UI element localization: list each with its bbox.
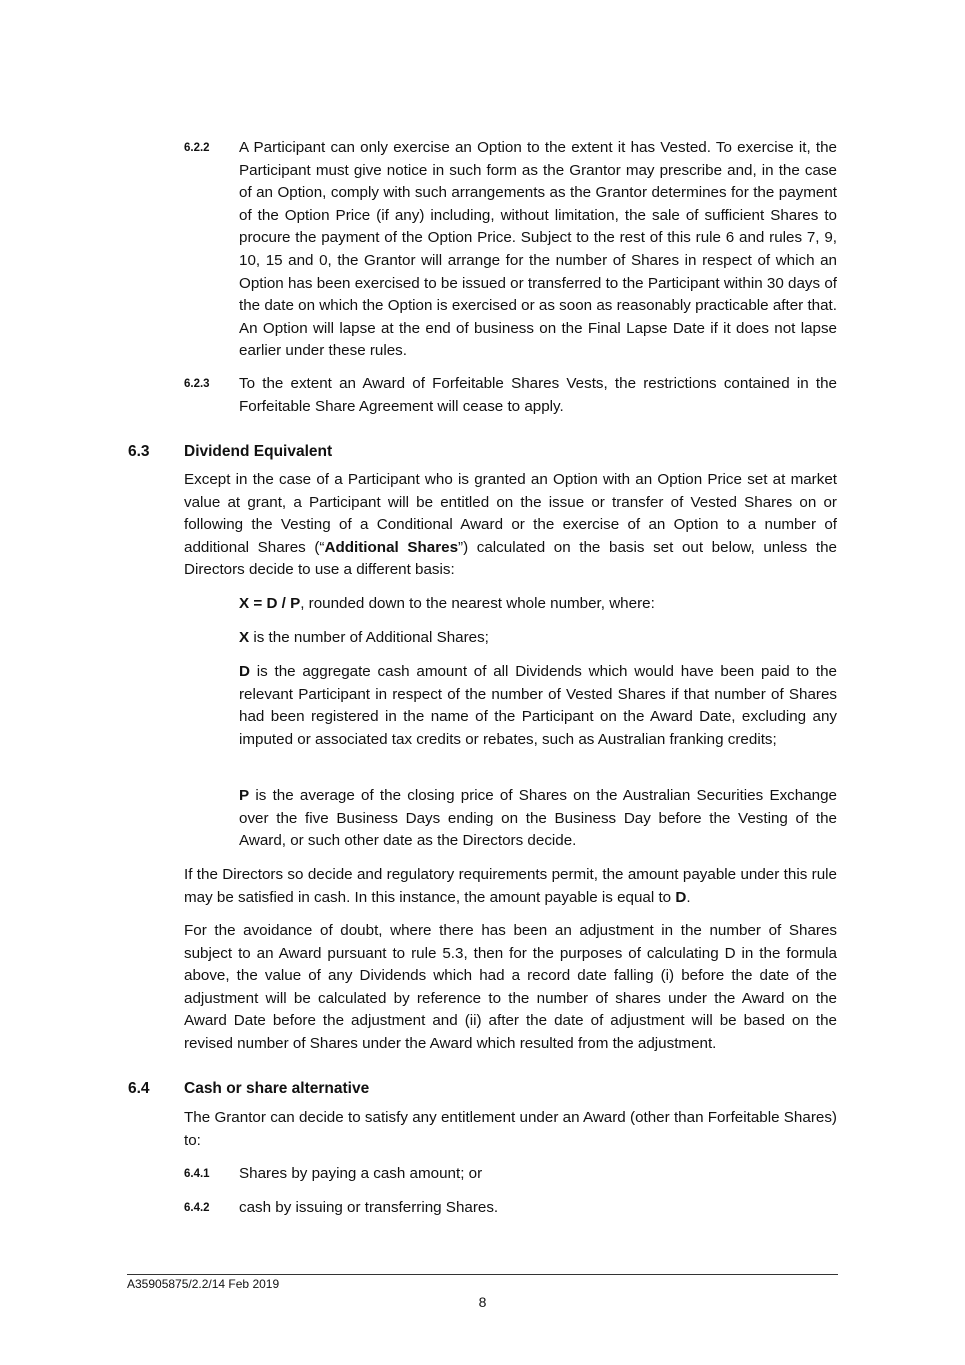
- cash-settlement-after: .: [686, 888, 691, 906]
- clause-text-6-4-1: Shares by paying a cash amount; or: [239, 1165, 483, 1182]
- dividend-intro-before: Except in the case of a Participant who is granted an Option with an Option Price set at market value at grant, a Participant will be entitled on the issue or transfer of Vested Shares on or following the Vesting of a Conditional Award or the exercise of an Option to a number of additional Shares (“: [184, 471, 837, 556]
- clause-number-6-2-3: 6.2.3: [184, 378, 210, 390]
- clause-text-6-2-2: A Participant can only exercise an Option to the extent it has Vested. To exercise it, the Participant must give notice in such form as the Grantor may prescribe and, in the case of an Option, comply with such arrangements as the Grantor determines for the payment of the Option Price (if any) including, without limitation, the sale of sufficient Shares to procure the payment of the Option Price. Subject to the rest of this rule 6 and rules 7, 9, 10, 15 and 0, the Grantor will arrange for the number of Shares in respect of which an Option has been exercised to be issued or transferred to the Participant within 30 days of the date on which the Option is exercised or as soon as reasonably practicable after that. An Option will lapse at the end of business on the Final Lapse Date if it does not lapse earlier under these rules.: [239, 139, 837, 360]
- document-reference: A35905875/2.2/14 Feb 2019: [127, 1277, 280, 1291]
- section-title-6-4: Cash or share alternative: [184, 1080, 370, 1097]
- dividend-intro: [184, 469, 837, 582]
- clause-number-6-4-1: 6.4.1: [184, 1168, 210, 1180]
- clause-number-6-2-2: 6.2.2: [184, 142, 210, 154]
- section-number-6-3: 6.3: [128, 443, 150, 460]
- definition-p-term: P: [239, 787, 250, 804]
- definition-d-text: is the aggregate cash amount of all Dividends which would have been paid to the relevant Participant in respect of the number of Vested Shares if that number of Shares had been registered in the name of the Participant on the Award Date, excluding any imputed or associated tax credits or rebates, such as Australian franking credits;: [239, 663, 837, 748]
- formula-rest: , rounded down to the nearest whole number, where:: [300, 595, 655, 612]
- definition-x-text: is the number of Additional Shares;: [249, 629, 489, 646]
- definition-x: [239, 627, 837, 650]
- cash-share-intro: The Grantor can decide to satisfy any entitlement under an Award (other than Forfeitable Shares) to:: [184, 1109, 837, 1149]
- definition-p: [239, 785, 837, 853]
- dividend-intro-after: ”) calculated on the basis set out below, unless the Directors decide to use a different basis:: [184, 538, 837, 579]
- section-number-6-4: 6.4: [128, 1080, 150, 1097]
- cash-settlement-paragraph: [184, 864, 837, 909]
- clause-text-6-2-3: To the extent an Award of Forfeitable Shares Vests, the restrictions contained in the Forfeitable Share Agreement will cease to apply.: [239, 375, 837, 415]
- definition-x-term: X: [239, 629, 250, 646]
- clause-number-6-4-2: 6.4.2: [184, 1202, 210, 1214]
- formula-line: [239, 593, 837, 616]
- page-number: 8: [478, 1294, 487, 1310]
- definition-p-text: is the average of the closing price of Shares on the Australian Securities Exchange over the five Business Days ending on the Business Day before the Vesting of the Award, or such other date as the Directors decide.: [239, 787, 837, 850]
- cash-settlement-term: D: [675, 888, 687, 906]
- avoidance-of-doubt-paragraph: For the avoidance of doubt, where there has been an adjustment in the number of Shares subject to an Award pursuant to rule 5.3, then for the purposes of calculating D in the formula above, the value of any Dividends which had a record date falling (i) before the date of the adjustment will be calculated by reference to the number of shares under the Award on the Award Date before the adjustment and (ii) after the date of adjustment will be based on the revised number of Shares under the Award which resulted from the adjustment.: [184, 922, 837, 1052]
- definition-d: [239, 661, 837, 751]
- definition-d-term: D: [239, 663, 250, 680]
- cash-settlement-before: If the Directors so decide and regulatory requirements permit, the amount payable under this rule may be satisfied in cash. In this instance, the amount payable is equal to: [184, 866, 837, 906]
- additional-shares-term: Additional Shares: [324, 538, 459, 556]
- footer-divider: [127, 1274, 838, 1275]
- clause-text-6-4-2: cash by issuing or transferring Shares.: [239, 1199, 499, 1216]
- formula: X = D / P: [239, 595, 301, 612]
- section-title-6-3: Dividend Equivalent: [184, 443, 333, 460]
